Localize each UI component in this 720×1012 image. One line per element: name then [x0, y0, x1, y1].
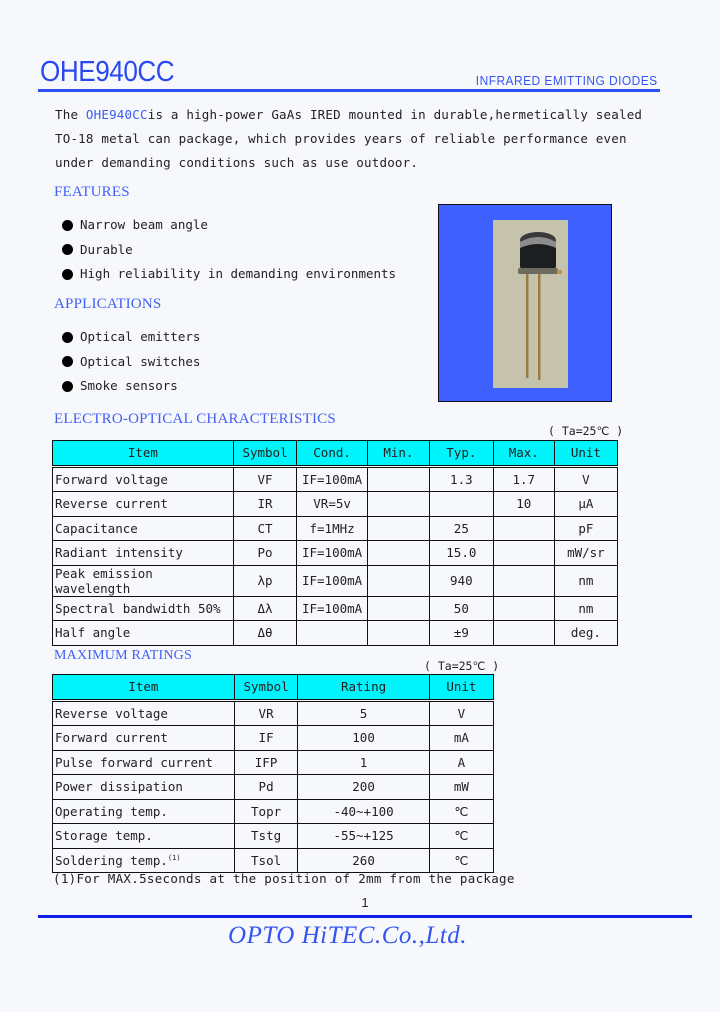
cell-unit: nm: [554, 565, 617, 596]
table-row: [53, 492, 618, 517]
table-row: [53, 799, 494, 824]
cell-unit: V: [429, 700, 493, 726]
company-name: OPTO HiTEC.Co.,Ltd.: [228, 922, 467, 949]
cell-unit: V: [554, 466, 617, 492]
cell-item: Radiant intensity: [53, 541, 234, 566]
intro-paragraph: [55, 103, 642, 175]
cell-item: Spectral bandwidth 50%: [53, 596, 234, 621]
cell-symbol: Pd: [234, 775, 298, 800]
applications-list: [62, 325, 200, 399]
cell-min: [367, 565, 429, 596]
cell-item: Reverse voltage: [53, 700, 235, 726]
cell-max: [493, 516, 554, 541]
table-row: [53, 621, 618, 646]
cell-typ: 50: [429, 596, 493, 621]
cell-rating: 100: [298, 726, 429, 751]
maximum-ratings-table: [52, 674, 494, 873]
feature-text: Durable: [80, 241, 133, 257]
table-row: [53, 466, 618, 492]
cell-typ: 15.0: [429, 541, 493, 566]
table-row: [53, 565, 618, 596]
cell-cond: [297, 621, 368, 646]
cell-item: Capacitance: [53, 516, 234, 541]
table-row: [53, 750, 494, 775]
bullet-icon: [62, 381, 73, 392]
feature-item: [62, 238, 396, 263]
cell-min: [367, 541, 429, 566]
intro-product-name: OHE940CC: [85, 107, 148, 122]
cell-min: [367, 492, 429, 517]
cell-symbol: CT: [233, 516, 296, 541]
cell-max: [493, 596, 554, 621]
cell-item: Reverse current: [53, 492, 234, 517]
product-category: INFRARED EMITTING DIODES: [476, 73, 658, 88]
cell-item: Power dissipation: [53, 775, 235, 800]
col-unit: Unit: [554, 441, 617, 467]
cell-symbol: Topr: [234, 799, 298, 824]
applications-heading: APPLICATIONS: [54, 296, 162, 312]
cell-rating: -40~+100: [298, 799, 429, 824]
cell-unit: pF: [554, 516, 617, 541]
col-symbol: Symbol: [234, 675, 298, 701]
cell-rating: 260: [298, 848, 429, 873]
cell-symbol: IFP: [234, 750, 298, 775]
cell-cond: IF=100mA: [297, 541, 368, 566]
cell-min: [367, 466, 429, 492]
application-text: Optical emitters: [80, 329, 201, 344]
application-item: [62, 325, 200, 350]
cell-cond: IF=100mA: [297, 565, 368, 596]
table-row: [53, 516, 618, 541]
bullet-icon: [62, 244, 73, 255]
cell-min: [367, 596, 429, 621]
col-min: Min.: [367, 441, 429, 467]
cell-unit: ℃: [429, 799, 493, 824]
cell-unit: nm: [554, 596, 617, 621]
cell-rating: -55~+125: [298, 824, 429, 849]
product-photo-frame: [438, 204, 612, 402]
cell-max: [493, 541, 554, 566]
feature-item: [62, 262, 396, 287]
cell-unit: mW: [429, 775, 493, 800]
electro-optical-heading: ELECTRO-OPTICAL CHARACTERISTICS: [54, 411, 336, 427]
footer-divider: [38, 915, 692, 918]
cell-typ: [429, 492, 493, 517]
bullet-icon: [62, 356, 73, 367]
cell-max: 10: [493, 492, 554, 517]
header-divider: [38, 89, 660, 92]
cell-min: [367, 516, 429, 541]
features-heading: FEATURES: [54, 184, 130, 200]
cell-unit: ℃: [429, 824, 493, 849]
cell-symbol: IF: [234, 726, 298, 751]
application-item: [62, 374, 200, 399]
col-item: Item: [53, 441, 234, 467]
cell-item: Half angle: [53, 621, 234, 646]
feature-text: Narrow beam angle: [80, 217, 208, 232]
cell-unit: deg.: [554, 621, 617, 646]
table-row: [53, 541, 618, 566]
cell-item: Storage temp.: [53, 824, 235, 849]
page-number: 1: [361, 895, 369, 910]
cell-item: Pulse forward current: [53, 750, 235, 775]
cell-cond: IF=100mA: [297, 596, 368, 621]
cell-cond: IF=100mA: [297, 466, 368, 492]
cell-max: [493, 565, 554, 596]
cell-typ: 1.3: [429, 466, 493, 492]
cell-item: Forward voltage: [53, 466, 234, 492]
cell-symbol: Tsol: [234, 848, 298, 873]
cell-symbol: λp: [233, 565, 296, 596]
table-row: [53, 596, 618, 621]
cell-symbol: Po: [233, 541, 296, 566]
application-item: [62, 350, 200, 375]
cell-cond: f=1MHz: [297, 516, 368, 541]
intro-line-1: is a high-power GaAs IRED mounted in durable,hermetically sealed: [147, 107, 643, 122]
cell-min: [367, 621, 429, 646]
cell-symbol: Δθ: [233, 621, 296, 646]
footnote-marker: (1): [167, 853, 181, 862]
bullet-icon: [62, 220, 73, 231]
table-row: [53, 775, 494, 800]
cell-symbol: VF: [233, 466, 296, 492]
cell-item: [53, 848, 235, 873]
col-cond: Cond.: [297, 441, 368, 467]
col-typ: Typ.: [429, 441, 493, 467]
table-row: [53, 726, 494, 751]
cell-unit: ℃: [429, 848, 493, 873]
bullet-icon: [62, 269, 73, 280]
cell-symbol: IR: [233, 492, 296, 517]
cell-rating: 200: [298, 775, 429, 800]
electro-optical-condition: ( Ta=25℃ ): [548, 424, 624, 438]
features-list: [62, 213, 396, 287]
table-header-row: [53, 441, 618, 467]
cell-typ: ±9: [429, 621, 493, 646]
application-text: Smoke sensors: [80, 378, 178, 393]
table-header-row: [53, 675, 494, 701]
cell-rating: 5: [298, 700, 429, 726]
ir-diode-illustration: [493, 220, 568, 388]
cell-symbol: VR: [234, 700, 298, 726]
product-photo: [493, 220, 568, 388]
footnote: (1)For MAX.5seconds at the position of 2mm from the package: [53, 871, 515, 886]
feature-item: [62, 213, 396, 238]
col-rating: Rating: [298, 675, 429, 701]
application-text: Optical switches: [80, 353, 201, 369]
cell-typ: 25: [429, 516, 493, 541]
cell-max: [493, 621, 554, 646]
intro-line-2: TO-18 metal can package, which provides years of reliable performance even: [55, 131, 627, 146]
cell-unit: A: [429, 750, 493, 775]
table-row: [53, 700, 494, 726]
col-max: Max.: [493, 441, 554, 467]
intro-prefix: The: [55, 107, 86, 122]
cell-item: Operating temp.: [53, 799, 235, 824]
cell-item: Peak emission wavelength: [53, 565, 234, 596]
table-row: [53, 848, 494, 873]
cell-rating: 1: [298, 750, 429, 775]
col-unit: Unit: [429, 675, 493, 701]
cell-symbol: Δλ: [233, 596, 296, 621]
cell-symbol: Tstg: [234, 824, 298, 849]
product-title: OHE940CC: [40, 56, 175, 88]
cell-unit: μA: [554, 492, 617, 517]
electro-optical-table: [52, 440, 618, 646]
col-symbol: Symbol: [233, 441, 296, 467]
cell-unit: mW/sr: [554, 541, 617, 566]
bullet-icon: [62, 332, 73, 343]
maximum-ratings-condition: ( Ta=25℃ ): [424, 659, 500, 673]
cell-item: Forward current: [53, 726, 235, 751]
table-row: [53, 824, 494, 849]
cell-unit: mA: [429, 726, 493, 751]
maximum-ratings-heading: MAXIMUM RATINGS: [54, 648, 192, 663]
cell-item-text: Soldering temp.: [55, 852, 168, 868]
cell-typ: 940: [429, 565, 493, 596]
feature-text: High reliability in demanding environments: [80, 266, 397, 281]
col-item: Item: [53, 675, 235, 701]
cell-cond: VR=5v: [297, 492, 368, 517]
intro-line-3: under demanding conditions such as use outdoor.: [55, 155, 419, 170]
cell-max: 1.7: [493, 466, 554, 492]
